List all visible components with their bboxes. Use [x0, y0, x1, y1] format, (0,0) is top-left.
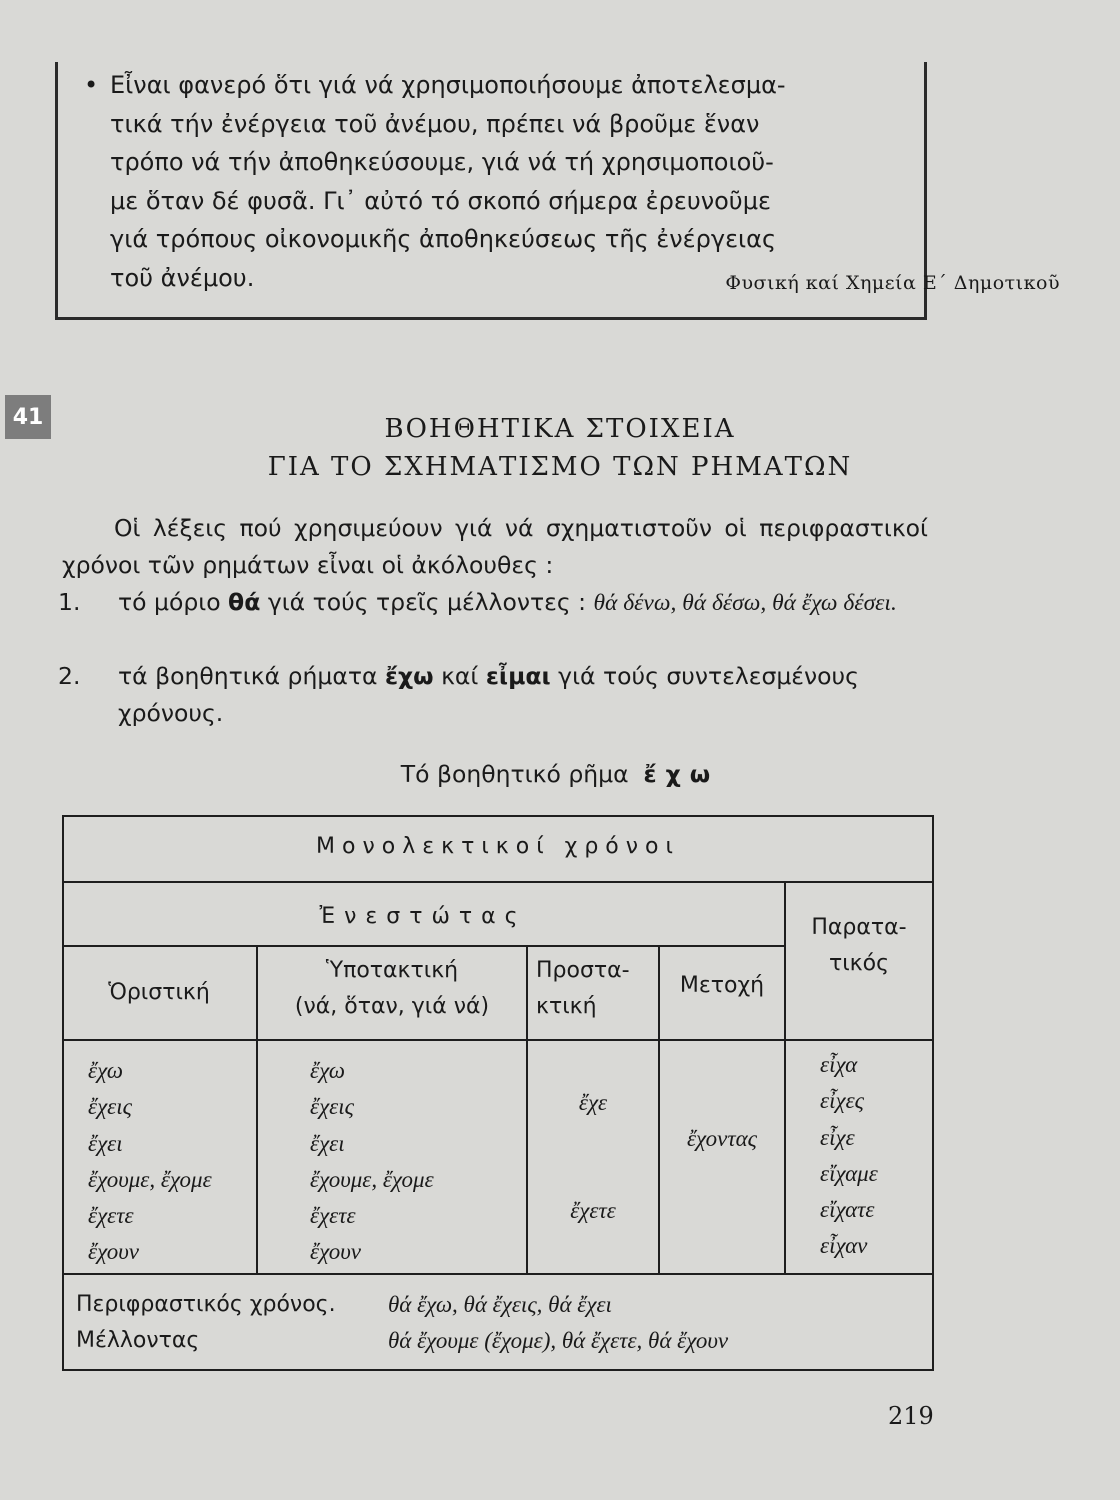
quote-line: τρόπο νά τήν ἀποθηκεύσουμε, γιά νά τή χρησιμοποιοῦ-: [110, 148, 774, 176]
verb-form: ἔχετε: [310, 1203, 356, 1229]
table-border: [62, 1369, 934, 1371]
table-rule: [62, 881, 934, 883]
table-rule: [62, 945, 784, 947]
item-bold: ἔχω: [384, 662, 434, 690]
verb-form: ἔχει: [88, 1130, 123, 1156]
imperfect-header-line: τικός: [828, 951, 890, 976]
subjunctive-note: (νά, ὅταν, γιά νά): [294, 994, 490, 1019]
heading-line-2: ΓΙΑ ΤΟ ΣΧΗΜΑΤΙΣΜΟ ΤΩΝ ΡΗΜΑΤΩΝ: [267, 452, 853, 482]
conjugation-table: [62, 815, 934, 1371]
item-text: τό μόριο: [118, 588, 229, 616]
verb-form: εἴχαμε: [820, 1160, 878, 1186]
table-border: [932, 815, 934, 1371]
table-title: Μονολεκτικοί χρόνοι: [316, 834, 680, 859]
imperative-header-line: Προστα-: [536, 958, 630, 983]
list-item-2: [58, 658, 928, 732]
quote-line: Εἶναι φανερό ὅτι γιά νά χρησιμοποιήσουμε ἀποτελεσμα-: [110, 71, 786, 99]
item-text: γιά τούς συντελεσμένους χρόνους.: [118, 662, 859, 727]
indicative-forms: [88, 1053, 212, 1271]
verb-form: εἴχατε: [820, 1197, 875, 1223]
verb-form: ἔχεις: [88, 1094, 132, 1120]
indicative-header: Ὁριστική: [108, 980, 210, 1005]
verb-form: εἶχε: [820, 1124, 855, 1150]
verb-form: εἶχαν: [820, 1233, 868, 1259]
participle-header: Μετοχή: [679, 973, 765, 998]
present-tense-header: Ἐνεστώτας: [319, 904, 527, 929]
verb-form: ἔχουμε, ἔχομε: [88, 1166, 212, 1192]
verb-form: ἔχουμε, ἔχομε: [310, 1166, 434, 1192]
verb-form: ἔχω: [88, 1058, 123, 1083]
quote-source: Φυσική καί Χημεία Ε΄ Δημοτικοῦ: [725, 272, 1060, 294]
subjunctive-forms: [310, 1053, 434, 1271]
item-bold: εἶμαι: [485, 662, 551, 690]
item-text: τά βοηθητικά ρήματα: [118, 662, 385, 690]
future-label-line: Μέλλοντας: [76, 1328, 200, 1353]
future-form-line: θά ἔχω, θά ἔχεις, θά ἔχει: [388, 1292, 612, 1317]
quote-line: τοῦ ἀνέμου.: [110, 263, 255, 292]
item-text: καί: [433, 662, 486, 690]
verb-form: ἔχω: [310, 1058, 345, 1083]
subhead-prefix: Τό βοηθητικό ρῆμα: [400, 760, 629, 788]
quote-line: με ὅταν δέ φυσᾶ. Γι᾽ αὐτό τό σκοπό σήμερα ἐρευνοῦμε: [110, 186, 771, 215]
imperative-form-pl: ἔχετε: [570, 1198, 616, 1223]
item-bold: θά: [228, 588, 261, 616]
participle-form: ἔχοντας: [686, 1126, 758, 1151]
verb-form: ἔχεις: [310, 1094, 354, 1120]
future-label: [76, 1287, 336, 1359]
imperfect-header-line: Παρατα-: [811, 915, 907, 940]
imperfect-forms: [820, 1047, 878, 1265]
bullet-icon: •: [84, 71, 99, 99]
imperfect-header: [784, 910, 934, 982]
future-label-line: Περιφραστικός χρόνος.: [76, 1292, 336, 1317]
quote-line: γιά τρόπους οἰκονομικῆς ἀποθηκεύσεως τῆς ἐνέργειας: [110, 225, 777, 253]
imperative-header: [536, 953, 658, 1025]
heading-line-1: ΒΟΗΘΗΤΙΚΑ ΣΤΟΙΧΕΙΑ: [384, 414, 736, 444]
subhead-verb: ἔχω: [643, 760, 720, 788]
quote-text: [84, 66, 880, 297]
subjunctive-label: Ὑποτακτική: [325, 958, 459, 983]
subjunctive-header: [258, 953, 526, 1025]
quote-line: τικά τήν ἐνέργεια τοῦ ἀνέμου, πρέπει νά βροῦμε ἕναν: [110, 109, 760, 138]
future-form-line: θά ἔχουμε (ἔχομε), θά ἔχετε, θά ἔχουν: [388, 1328, 729, 1354]
table-rule: [62, 1039, 934, 1041]
imperative-form-sg: ἔχε: [578, 1090, 608, 1115]
item-text: γιά τούς τρεῖς μέλλοντες :: [260, 588, 594, 616]
verb-form: ἔχουν: [310, 1239, 361, 1265]
verb-form: ἔχετε: [88, 1203, 134, 1229]
list-item-1: [58, 584, 928, 622]
verb-form: εἶχες: [820, 1088, 864, 1114]
page-number: 219: [888, 1402, 934, 1430]
chapter-tab: 41: [5, 395, 51, 439]
intro-paragraph: Οἱ λέξεις πού χρησιμεύουν γιά νά σχηματιστοῦν οἱ περιφραστικοί χρόνοι τῶν ρημάτων εἶναι οἱ ἀκόλουθες :: [62, 514, 928, 579]
imperative-header-line: κτική: [536, 994, 597, 1019]
future-forms: [388, 1287, 728, 1360]
item-example: θά δένω, θά δέσω, θά ἔχω δέσει.: [593, 590, 897, 616]
table-border: [62, 815, 934, 817]
list-number: 2.: [58, 662, 81, 690]
list-number: 1.: [58, 588, 81, 616]
verb-form: ἔχει: [310, 1130, 345, 1156]
verb-form: ἔχουν: [88, 1239, 139, 1265]
verb-subheading: [0, 760, 1120, 788]
table-rule: [62, 1273, 934, 1275]
verb-form: εἶχα: [820, 1052, 858, 1077]
